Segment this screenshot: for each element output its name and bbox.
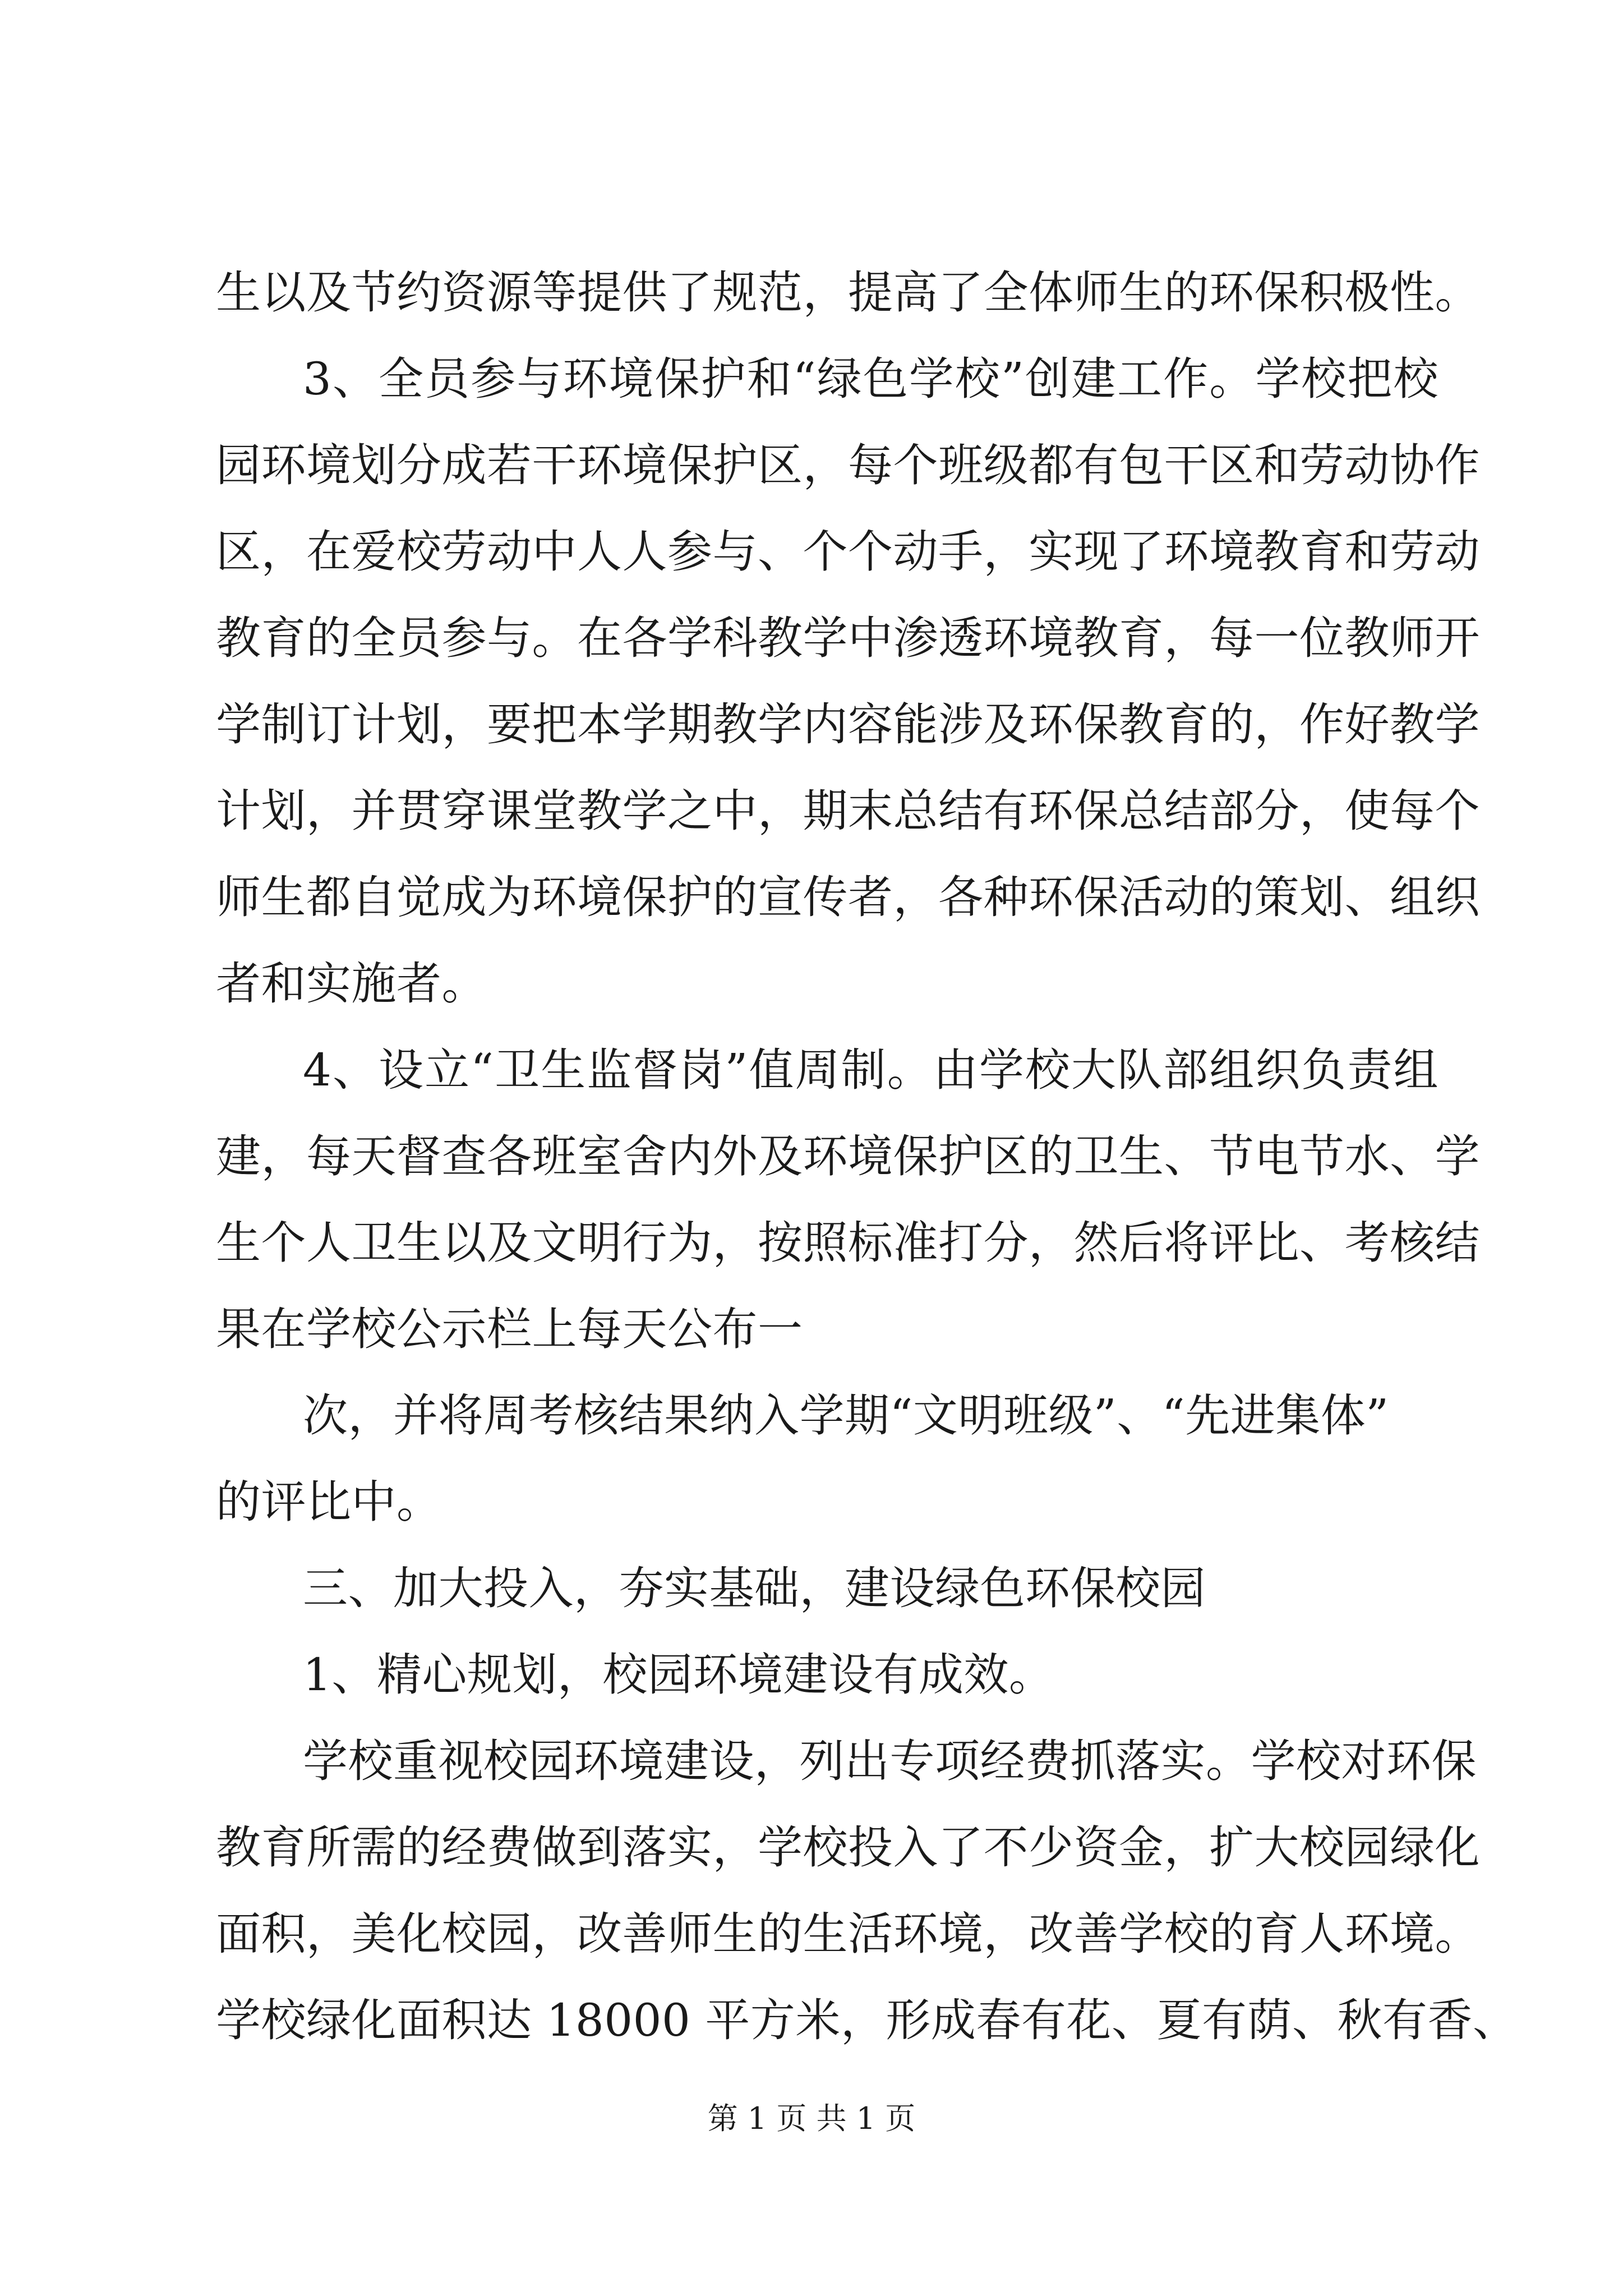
page-footer: 第 1 页 共 1 页 xyxy=(707,2101,916,2136)
text-line: 师生都自觉成为环境保护的宣传者，各种环保活动的策划、组织 xyxy=(216,871,1480,923)
text-line: 建，每天督查各班室舍内外及环境保护区的卫生、节电节水、学 xyxy=(216,1130,1480,1182)
text-line: 计划，并贯穿课堂教学之中，期末总结有环保总结部分，使每个 xyxy=(216,785,1480,837)
text-line: 学校绿化面积达 18000 平方米，形成春有花、夏有荫、秋有香、 xyxy=(216,1994,1518,2046)
text-line: 生以及节约资源等提供了规范，提高了全体师生的环保积极性。 xyxy=(216,266,1480,319)
section-heading: 三、加大投入，夯实基础，建设绿色环保校园 xyxy=(303,1562,1206,1614)
text-line: 教育的全员参与。在各学科教学中渗透环境教育，每一位教师开 xyxy=(216,612,1480,664)
text-line: 次，并将周考核结果纳入学期“文明班级”、“先进集体” xyxy=(303,1389,1389,1442)
text-line: 园环境划分成若干环境保护区，每个班级都有包干区和劳动协作 xyxy=(216,439,1480,491)
text-line: 4、设立“卫生监督岗”值周制。由学校大队部组织负责组 xyxy=(303,1044,1438,1096)
text-line: 生个人卫生以及文明行为，按照标准打分，然后将评比、考核结 xyxy=(216,1217,1480,1269)
text-line: 学制订计划，要把本学期教学内容能涉及环保教育的，作好教学 xyxy=(216,698,1480,751)
text-line: 学校重视校园环境建设，列出专项经费抓落实。学校对环保 xyxy=(303,1735,1477,1787)
text-line: 区，在爱校劳动中人人参与、个个动手，实现了环境教育和劳动 xyxy=(216,526,1480,578)
text-line: 果在学校公示栏上每天公布一 xyxy=(216,1303,803,1355)
text-line: 的评比中。 xyxy=(216,1476,442,1528)
text-line: 3、全员参与环境保护和“绿色学校”创建工作。学校把校 xyxy=(303,353,1438,405)
text-line: 1、精心规划，校园环境建设有成效。 xyxy=(303,1649,1054,1701)
text-line: 面积，美化校园，改善师生的生活环境，改善学校的育人环境。 xyxy=(216,1908,1480,1960)
text-line: 者和实施者。 xyxy=(216,958,487,1010)
text-line: 教育所需的经费做到落实，学校投入了不少资金，扩大校园绿化 xyxy=(216,1821,1480,1874)
